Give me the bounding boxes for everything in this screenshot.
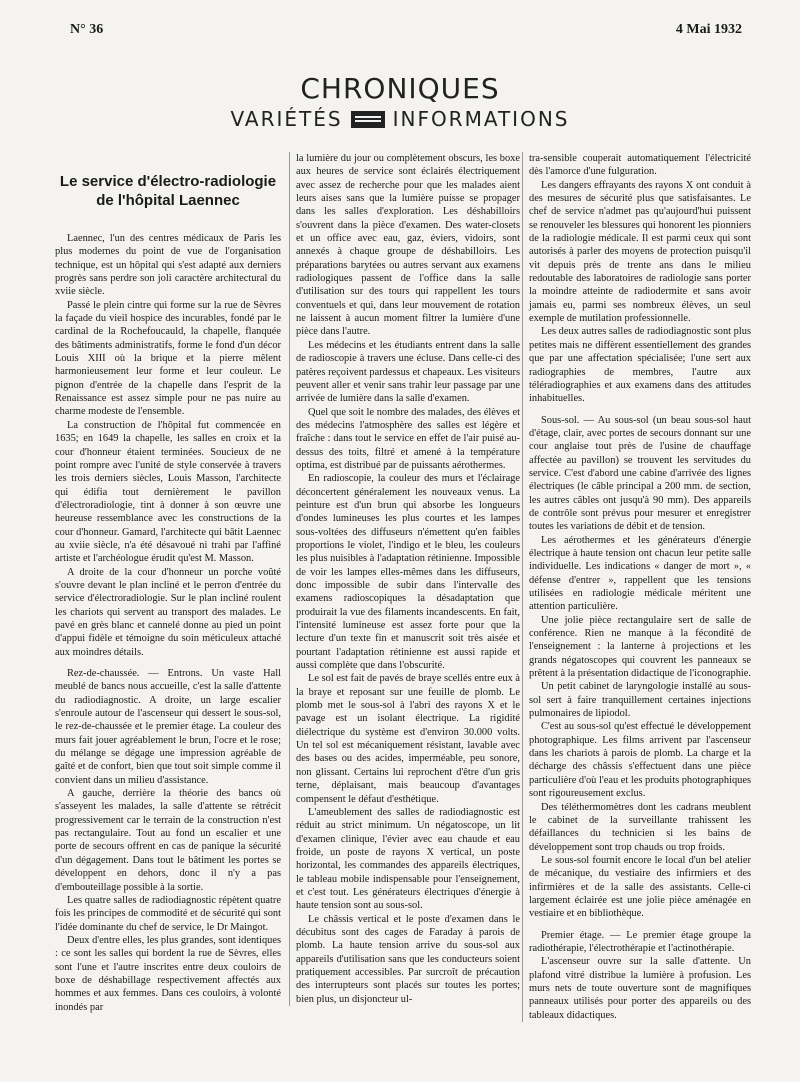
paragraph: Laennec, l'un des centres médicaux de Paris les plus modernes du point de vue de l'organisation technique, est un hôpital qui s'est adapté aux derniers progrès sans perdre son joli caractère architectural du xviie siècle. <box>55 233 281 298</box>
article-title: Le service d'électro-radiologie de l'hôpital Laennec <box>59 173 277 209</box>
paragraph: En radioscopie, la couleur des murs et l'éclairage déconcertent généralement les nouveaux venus. La peinture est d'un brun qui absorbe les longueurs d'ondes lumineuses les plus courtes et les lampes sous-voltées des diffuseurs n'émettent qu'en faibles proportions le violet, l'indigo et le bleu, les couleurs les plus nuisibles à l'adaptation rétinienne. Impossible de voir les lampes elles-mêmes dans les diffuseurs, donc impossible de subir dans l'intervalle des examens radioscopiques la désadaptation que produirait la vue des filaments incandescents. En fait, l'intensité lumineuse est assez forte pour que la lecture d'un texte fin et manuscrit soit très aisée et pourtant l'adaptation rétinienne est aussi rapide et aussi complète que dans l'obscurité. <box>296 473 520 672</box>
paragraph: Premier étage. — Le premier étage groupe la radiothérapie, l'électrothérapie et l'actinothérapie. <box>529 929 751 954</box>
paragraph: Passé le plein cintre qui forme sur la rue de Sèvres la façade du vieil hospice des incurables, fondé par le cardinal de la Rochefoucauld, la chapelle, flanquée des bâtiments administratifs, forme le fond d'un décor Louis XIII où la brique et la pierre mêlent harmonieusement leur forme et leur couleur. Le pignon d'entrée de la chapelle dans l'esprit de la Renaissance est assez simple pour ne pas nuire au charme modeste de l'ensemble. <box>55 299 281 418</box>
paragraph: Les aérothermes et les générateurs d'énergie électrique à haute tension ont chacun leur petite salle individuelle. Les indications « danger de mort », « défense d'entrer », rappellent que les tensions utilisées en radiologie médicale méritent une attention particulière. <box>529 534 751 613</box>
paragraph: Les médecins et les étudiants entrent dans la salle de radioscopie à travers une écluse. Dans celle-ci des patères reçoivent pardessus et chapeaux. Les visiteurs peuvent aller et venir sans trahir leur passage par une arrivée de lumière dans la salle d'examen. <box>296 339 520 405</box>
paragraph: Les deux autres salles de radiodiagnostic sont plus petites mais ne diffèrent essentiellement des grandes que par une affectation spécialisée; l'une sert aux radiographies de membres, l'autre aux téléradiographies et aux examens dans des attitudes inhabituelles. <box>529 326 751 405</box>
paragraph: La construction de l'hôpital fut commencée en 1635; en 1649 la chapelle, les salles en croix et la cour d'honneur étaient terminées. Soucieux de ne point rompre avec l'unité de style conservée à travers les trois derniers siècles, Louis Masson, l'architecte qui édifia tout dernièrement le pavillon d'électroradiologie, tint à donner à son œuvre une heureuse ressemblance avec les constructions de la cour d'honneur. Gamard, l'architecte qui bâtit Laennec au xviie siècle, n'a été désavoué ni trahi par l'affiné artiste et l'archéologue érudit qu'est M. Masson. <box>55 419 281 565</box>
paragraph: L'ascenseur ouvre sur la salle d'attente. Un plafond vitré distribue la lumière à profusion. Les murs nets de toute ouverture sont de magnifiques panneaux utilisés pour porter des appareils ou des tableaux didactiques. <box>529 956 751 1021</box>
masthead-right: INFORMATIONS <box>392 107 570 131</box>
paragraph: la lumière du jour ou complètement obscurs, les boxe aux heures de service sont éclairés électriquement avec assez de recherche pour que les malades aient leurs aises sans que la lumière puisse se propager dans les salles d'exploration. Les déshabilloirs s'ouvrent dans la pièce d'examen. Des water-closets et un office avec eau, gaz, éviers, vidoirs, sont annexés à chaque groupe de déshabilloirs. Les préparations barytées ou autres servant aux examens radiologiques passent de l'office dans la salle d'utilisation sur des tours qui rappellent les tours conventuels et qui, dans leur mouvement de rotation ne laissent à aucun moment filtrer la lumière d'une pièce dans l'autre. <box>296 153 520 338</box>
column-3 <box>522 152 751 1022</box>
paragraph: tra-sensible couperait automatiquement l'électricité dès l'amorce d'une fulguration. <box>529 153 751 178</box>
paragraph: Une jolie pièce rectangulaire sert de salle de conférence. Rien ne manque à la fécondité de l'enseignement : la lanterne à projections et les grands négatoscopes qui couvrent les panneaux se prêtent à la présentation didactique de l'iconographie. <box>529 614 752 680</box>
section-masthead <box>0 72 800 131</box>
paragraph: Le châssis vertical et le poste d'examen dans le décubitus sont des cages de Faraday à parois de plomb. La haute tension arrive du sous-sol aux appareils d'utilisation sans que les conducteurs soient pratiquement accessibles. Par surcroît de précaution des interrupteurs sont placés sur toutes les portes; bien plus, un disjoncteur ul- <box>296 913 520 1005</box>
ornament-icon <box>351 111 385 128</box>
paragraph: L'ameublement des salles de radiodiagnostic est réduit au strict minimum. Un négatoscope, un lit d'examen clinique, l'évier avec eau chaude et eau froide, un poste de rayons X vertical, un poste horizontal, les commandes des appareils électriques, le tableau mobile indispensable pour l'enseignement, et c'est tout. Les générateurs électriques d'énergie à haute tension sont au sous-sol. <box>296 806 520 912</box>
paragraph: Les quatre salles de radiodiagnostic répètent quatre fois les principes de commodité et de sécurité qui sont l'idée dominante du chef de service, le Dr Maingot. <box>55 894 281 933</box>
paragraph: Le sol est fait de pavés de braye scellés entre eux à la braye et reposant sur une feuille de plomb. Le plomb met le sous-sol à l'abri des rayons X et le pavage est un isolant électrique. La rigidité diélectrique du système est d'environ 30.000 volts. Un tel sol est mécaniquement résistant, lavable avec des bases ou des acides, imperméable, peu sonore, non glissant. Certains lui reprochent d'être d'un gris terne, déplaisant, mais beaucoup d'avantages compensent le défaut d'esthétique. <box>296 673 520 805</box>
paragraph: Quel que soit le nombre des malades, des élèves et des médecins l'atmosphère des salles est légère et fraîche : dans tout le service en effet de l'air puisé au-dessus des toits, filtré et amené à la température optima, est distribué par de puissants aérothermes. <box>296 406 520 471</box>
paragraph: Des téléthermomètres dont les cadrans meublent le cabinet de la surveillante trahissent les défaillances du technicien si les bains de développement sont trop chauds ou trop froids. <box>529 801 751 853</box>
paragraph: Les dangers effrayants des rayons X ont conduit à des mesures de sécurité plus que satisfaisantes. Le chef de service n'admet pas qu'aujourd'hui puissent se renouveler les blessures qui honorent les pionniers de la radiologie médicale. Il est parmi ceux qui sont autorisés à parler des moyens de protection puisqu'il vit depuis près de trente ans dans le milieu redoutable des laboratoires de radiologie sans porter la moindre atteinte de radiodermite et sans avoir jamais eu, parmi ses nombreux élèves, un seul exemple de mutilation professionnelle. <box>529 179 751 325</box>
masthead-title: CHRONIQUES <box>300 72 500 105</box>
column-2 <box>289 152 520 1006</box>
issue-number: N° 36 <box>70 22 104 37</box>
masthead-left: VARIÉTÉS <box>230 107 343 131</box>
paragraph: Deux d'entre elles, les plus grandes, sont identiques : ce sont les salles qui bordent la rue de Sèvres, elles sont l'une et l'autre inscrites entre deux couloirs de boxe de déshabillage respectivement affectés aux hommes et aux femmes. Dans ces couloirs, à volonté inondés par <box>55 934 281 1013</box>
paragraph: Un petit cabinet de laryngologie installé au sous-sol sert à faire tranquillement certaines injections pulmonaires de lipiodol. <box>529 681 751 720</box>
paragraph: C'est au sous-sol qu'est effectué le développement photographique. Les films arrivent par l'ascenseur dans les chariots à parois de plomb. La charge et la décharge des châssis s'effectuent dans une pièce particulière d'où l'eau et les produits photographiques sont rigoureusement exclus. <box>529 721 751 800</box>
masthead-subtitle <box>0 107 800 131</box>
paragraph: Sous-sol. — Au sous-sol (un beau sous-sol haut d'étage, clair, avec portes de secours donnant sur une cour anglaise tout près de l'usine de chauffage affectée au pavillon) se trouvent les servitudes du service. C'est d'abord une cabine d'arrivée des lignes électriques (le câble principal a 200 mm. de section, les autres câbles ont jusqu'à 90 mm). Des appareils de contrôle sont prévus pour mesurer et enregistrer toutes les variations de débit et de tension. <box>529 414 751 533</box>
column-1 <box>55 172 281 1014</box>
paragraph: Le sous-sol fournit encore le local d'un bel atelier de mécanique, du vestiaire des infirmiers et des infirmières et de la salle des assistants. Celle-ci largement éclairée est une jolie pièce aménagée en vestiaire et en bibliothèque. <box>529 854 751 920</box>
issue-date: 4 Mai 1932 <box>675 22 742 37</box>
paragraph: Rez-de-chaussée. — Entrons. Un vaste Hall meublé de bancs nous accueille, c'est la salle d'attente du radiodiagnostic. A droite, un large escalier s'enroule autour de l'ascenseur qui dessert le sous-sol, le rez-de-chaussée et le premier étage. La couleur des murs fait jouer agréablement le brun, l'ocre et le rose; du mélange se dégage une impression agréable de gaîté et de confort, bien que tout soit simple comme il convient dans un milieu d'assistance. <box>55 668 281 786</box>
paragraph: A droite de la cour d'honneur un porche voûté s'ouvre devant le plan incliné et le perron d'entrée du service d'électroradiologie. Sur le plan incliné roulent les chariots qui servent au transport des malades. Le pavé en grès blanc et cannelé donne au pied un point d'appui fidèle et témoigne du soin méticuleux attaché aux moindres détails. <box>55 566 281 658</box>
running-header <box>58 22 742 40</box>
paragraph: A gauche, derrière la théorie des bancs où s'asseyent les malades, la salle d'attente se rétrécit progressivement car le terrain de la construction n'est pas rectangulaire. Tout au fond un escalier et une porte de secours offrent en cas de panique la sécurité d'un dégagement. Dans tout le bâtiment les portes se développent en dehors, donc il n'y a pas d'embouteillage possible à la sortie. <box>55 788 281 893</box>
